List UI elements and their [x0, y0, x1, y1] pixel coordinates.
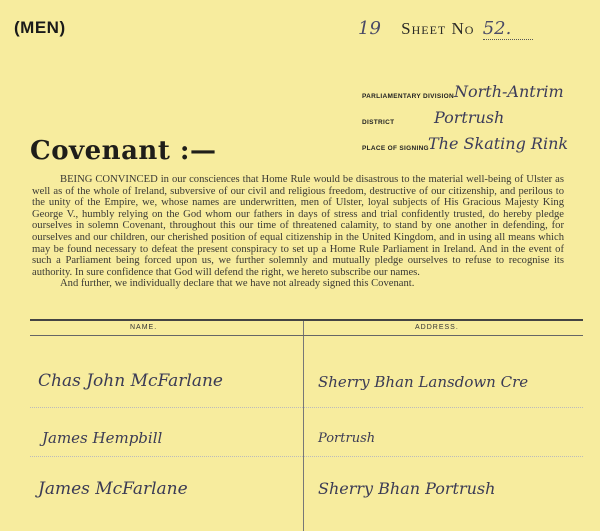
district-label: DISTRICT [362, 119, 395, 126]
signature-address-3: Sherry Bhan Portrush [318, 479, 496, 498]
category-label: (MEN) [14, 18, 66, 37]
sheet-prefix: 19 [358, 18, 381, 39]
covenant-text [32, 174, 564, 290]
signature-name-1: Chas John McFarlane [38, 371, 223, 391]
division-value: North-Antrim [454, 82, 564, 101]
column-divider [303, 321, 304, 531]
row-rule [30, 407, 583, 408]
signature-address-1: Sherry Bhan Lansdown Cre [318, 373, 529, 391]
sheet-label: Sheet No [401, 19, 475, 38]
sheet-number-line [358, 18, 533, 40]
district-row [362, 104, 592, 130]
name-column-header: NAME. [130, 324, 158, 331]
covenant-paragraph-1: BEING CONVINCED in our consciences that Home Rule would be disastrous to the material well-being of Ulster as well as of the whole of Ireland, subversive of our civil and religious freedom, destructive of our citizenship, and perilous to the unity of the Empire, we, whose names are underwritten, men of Ulster, loyal subjects of His Gracious Majesty King George V., humbly relying on the God whom our fathers in days of stress and trial confidently trusted, do hereby pledge ourselves in solemn Covenant, throughout this our time of threatened calamity, to stand by one another in defending, for ourselves and our children, our cherished position of equal citizenship in the United Kingdom, and in using all means which may be found necessary to defeat the present conspiracy to set up a Home Rule Parliament in Ireland. And in the event of such a Parliament being forced upon us, we further solemnly and mutually pledge ourselves to refuse to recognise its authority. In sure confidence that God will defend the right, we hereto subscribe our names. [32, 174, 564, 278]
header-rule [30, 335, 583, 336]
signing-details [362, 78, 592, 156]
district-value: Portrush [434, 108, 505, 127]
division-row [362, 78, 592, 104]
signatures-table [30, 319, 583, 531]
row-rule [30, 456, 583, 457]
covenant-paragraph-2: And further, we individually declare that we have not already signed this Covenant. [60, 278, 415, 290]
place-label: PLACE OF SIGNING [362, 145, 429, 152]
document-title: Covenant :— [30, 136, 217, 166]
place-row [362, 130, 592, 156]
signature-name-2: James Hempbill [42, 429, 163, 447]
signature-address-2: Portrush [318, 431, 376, 446]
sheet-number: 52. [483, 18, 533, 40]
signature-name-3: James McFarlane [38, 479, 188, 499]
place-value: The Skating Rink [428, 134, 569, 153]
address-column-header: ADDRESS. [415, 324, 459, 331]
division-label: PARLIAMENTARY DIVISION [362, 93, 454, 100]
